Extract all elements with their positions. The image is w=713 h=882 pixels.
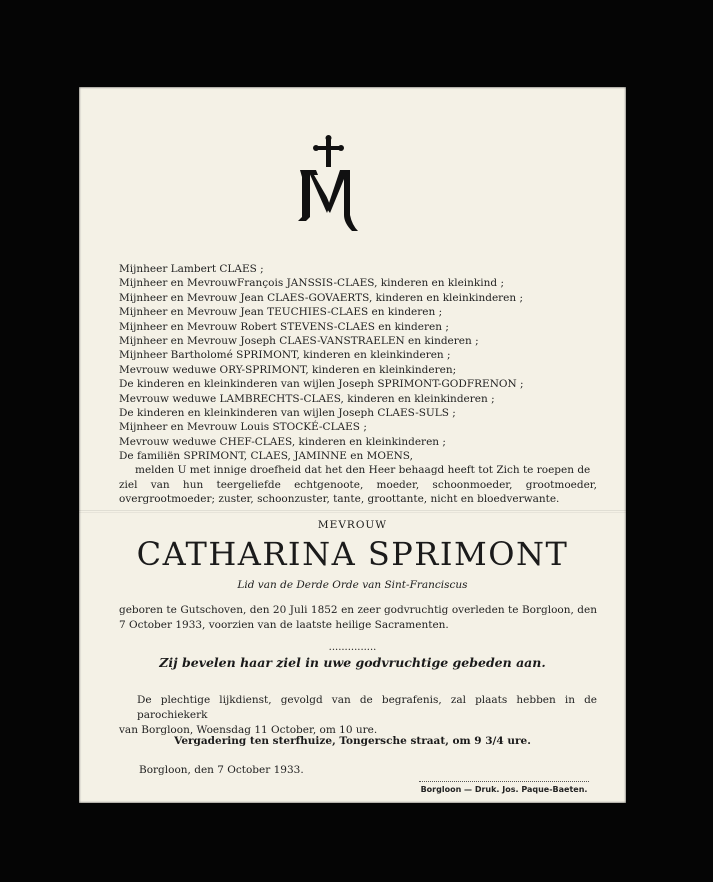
printer-rule — [419, 781, 589, 783]
mourners-list — [119, 262, 599, 464]
marian-monogram-icon — [294, 135, 364, 235]
mourner-line: De familiën SPRIMONT, CLAES, JAMINNE en MOENS, — [119, 450, 413, 463]
mourner-line: Mevrouw weduwe LAMBRECHTS-CLAES, kinderen en kleinkinderen ; — [119, 392, 495, 405]
order-membership: Lid van de Derde Orde van Sint-Franciscus — [237, 579, 468, 591]
mourner-line: Mijnheer en Mevrouw Robert STEVENS-CLAES en kinderen ; — [119, 320, 449, 333]
mourner-line: Mevrouw weduwe CHEF-CLAES, kinderen en kleinkinderen ; — [119, 435, 446, 448]
mourner-line: Mijnheer Lambert CLAES ; — [119, 263, 264, 275]
service-rest: van Borgloon, Woensdag 11 October, om 10 ure. — [119, 724, 378, 736]
death-notice-card — [79, 87, 626, 803]
deceased-name: CATHARINA SPRIMONT — [136, 535, 569, 573]
birth-death-text: geboren te Gutschoven, den 20 Juli 1852 en zeer godvruchtig overleden te Borgloon, den 7 October 1933, voorzien van de laatste heilige Sacramenten. — [119, 604, 597, 631]
mourner-line: Mijnheer en Mevrouw Louis STOCKÉ-CLAES ; — [119, 421, 367, 434]
separator-dots: ............... — [328, 642, 377, 653]
mourner-line: De kinderen en kleinkinderen van wijlen Joseph SPRIMONT-GODFRENON ; — [119, 378, 524, 391]
announcement-first-line: melden U met innige droefheid dat het den Heer behaagd heeft tot Zich te roepen de — [135, 464, 591, 476]
title-mevrouw: MEVROUW — [317, 519, 388, 531]
service-first-line: De plechtige lijkdienst, gevolgd van de begrafenis, zal plaats hebben in de parochiekerk — [137, 694, 597, 721]
mourner-line: De kinderen en kleinkinderen van wijlen Joseph CLAES-SULS ; — [119, 407, 456, 420]
divider — [79, 510, 626, 511]
service-text — [119, 693, 597, 738]
place-date: Borgloon, den 7 October 1933. — [139, 764, 304, 776]
paper-fold — [79, 512, 626, 513]
mourner-line: Mijnheer en Mevrouw Jean CLAES-GOVAERTS, kinderen en kleinkinderen ; — [119, 291, 524, 304]
mourner-line: Mijnheer en MevrouwFrançois JANSSIS-CLAES, kinderen en kleinkind ; — [119, 277, 504, 290]
announcement-rest: ziel van hun teergeliefde echtgenoote, moeder, schoonmoeder, grootmoeder, overgrootmoeder; zuster, schoonzuster, tante, groottante, nicht en bloedverwante. — [119, 478, 597, 506]
mourner-line: Mevrouw weduwe ORY-SPRIMONT, kinderen en kleinkinderen; — [119, 363, 457, 376]
gathering-info: Vergadering ten sterfhuize, Tongersche straat, om 9 3/4 ure. — [174, 735, 531, 747]
mourner-line: Mijnheer en Mevrouw Jean TEUCHIES-CLAES en kinderen ; — [119, 306, 443, 319]
mourner-line: Mijnheer Bartholomé SPRIMONT, kinderen en kleinkinderen ; — [119, 349, 451, 362]
mourner-line: Mijnheer en Mevrouw Joseph CLAES-VANSTRAELEN en kinderen ; — [119, 335, 479, 348]
printer-credit: Borgloon — Druk. Jos. Paque-Baeten. — [420, 785, 588, 794]
prayer-request: Zij bevelen haar ziel in uwe godvruchtige gebeden aan. — [159, 655, 546, 670]
announcement-text — [119, 463, 597, 507]
